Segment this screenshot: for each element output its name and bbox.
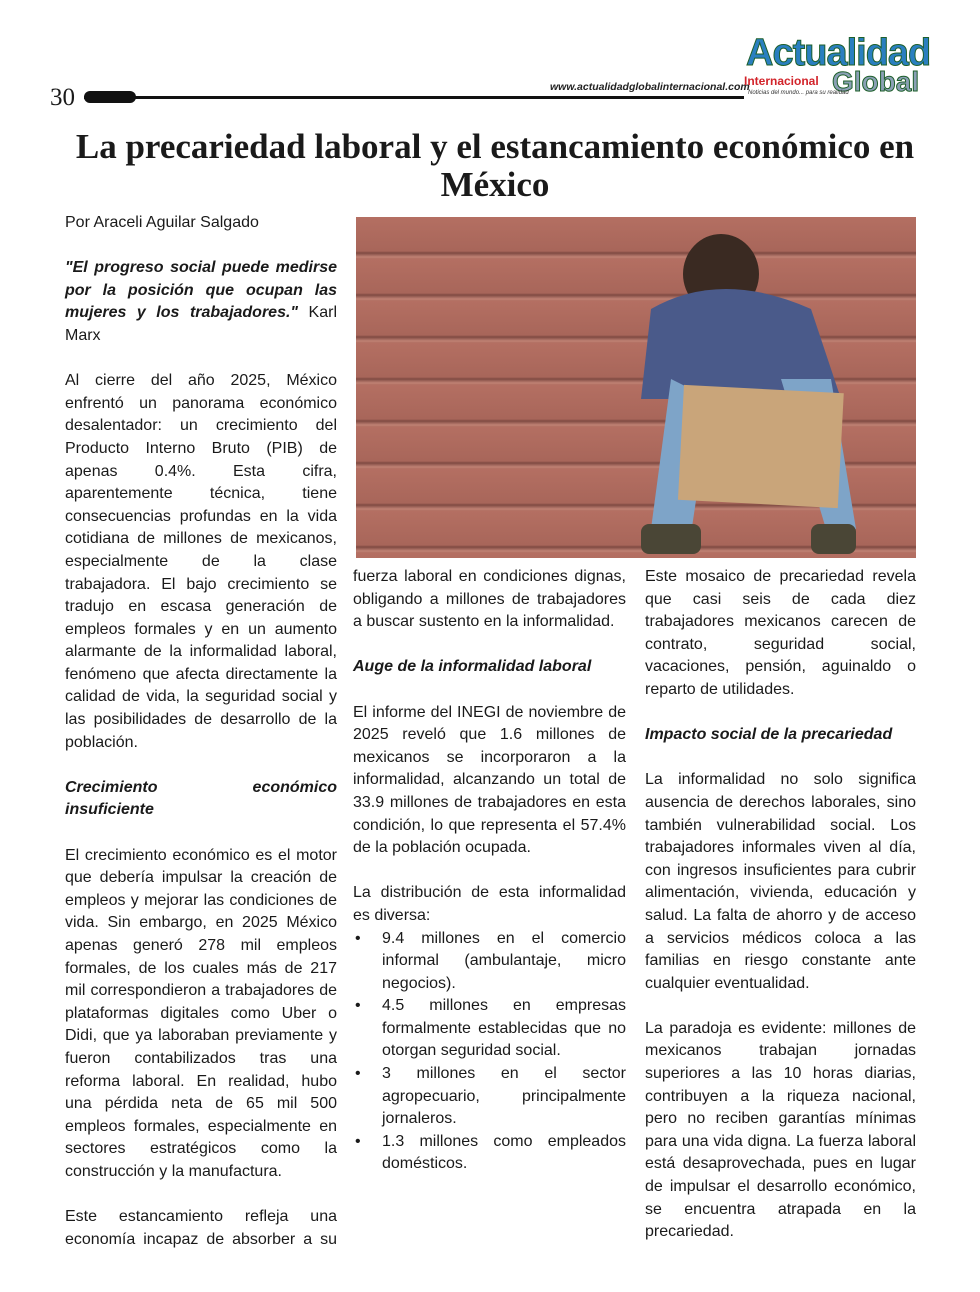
paragraph-continued: fuerza laboral en condiciones dignas, obligando a millones de trabajadores a buscar sustento en la informalidad.: [353, 568, 626, 631]
paragraph: La distribución de esta informalidad es diversa:: [353, 884, 626, 924]
quote-author: Karl Marx: [65, 304, 337, 344]
list-item: • 4.5 millones en empresas formalmente establecidas que no otorgan seguridad social.: [353, 995, 626, 1063]
paragraph: Este mosaico de precariedad revela que casi seis de cada diez trabajadores mexicanos carecen de contrato, seguridad social, vacaciones, pensión, aguinaldo o reparto de utilidades.: [645, 568, 916, 698]
epigraph: [65, 257, 337, 347]
section-heading: Impacto social de la precariedad: [645, 726, 893, 744]
page-number: 30: [50, 84, 75, 111]
paragraph: El informe del INEGI de noviembre de 2025 reveló que 1.6 millones de mexicanos se incorporaron a la informalidad, alcanzando un total de 33.9 millones de trabajadores en esta condición, lo que representa el 57.4% de la población ocupada.: [353, 703, 626, 857]
column-3: [645, 566, 916, 1266]
logo-line3: Global: [832, 66, 920, 97]
byline: Por Araceli Aguilar Salgado: [65, 214, 259, 231]
paragraph: El crecimiento económico es el motor que debería impulsar la creación de empleos y mejorar las condiciones de vida. Sin embargo, en 2025 México apenas generó 278 mil empleos formales, de los cuales más de 217 mil correspondieron a trabajadores de plataformas digitales como Uber o Didi, que ya laboraban previamente y fueron contabilizados tras una reforma laboral. En realidad, hubo una pérdida neta de 65 mil 500 empleos formales, especialmente en sectores estratégicos como la construcción y la manufactura.: [65, 846, 337, 1180]
section-heading: Auge de la informalidad laboral: [353, 658, 592, 676]
list-item: • 1.3 millones como empleados domésticos.: [353, 1131, 626, 1176]
paragraph: Al cierre del año 2025, México enfrentó un panorama económico desalentador: un crecimiento del Producto Interno Bruto (PIB) de apenas 0.4%. Esta cifra, aparentemente técnica, tiene consecuencias profundas en la vida cotidiana de millones de mexicanos, especialmente de la clase trabajadora. El bajo crecimiento se tradujo en escasa generación de empleos formales y en un aumento alarmante de la informalidad laboral, fenómeno que afecta directamente la calidad de vida, la seguridad social y las posibilidades de desarrollo de la población.: [65, 372, 337, 751]
section-heading: Crecimiento económico insuficiente: [65, 778, 337, 819]
sad-man-with-sign-image: [611, 229, 871, 558]
list-item: • 9.4 millones en el comercio informal (ambulantaje, micro negocios).: [353, 928, 626, 996]
column-1: [65, 212, 337, 1251]
quote-text: "El progreso social puede medirse por la posición que ocupan las mujeres y los trabajadores.": [65, 259, 337, 322]
article-photo: [356, 217, 916, 558]
site-url: www.actualidadglobalinternacional.com: [550, 81, 750, 93]
paragraph-start: Este estancamiento refleja una economía incapaz de absorber a su: [65, 1208, 337, 1248]
header-rule: [84, 96, 744, 99]
logo: [744, 32, 931, 102]
logo-line2: Internacional: [744, 74, 819, 88]
logo-line1: Actualidad: [746, 32, 931, 74]
list-item: • 3 millones en el sector agropecuario, principalmente jornaleros.: [353, 1063, 626, 1131]
paragraph: La informalidad no solo significa ausencia de derechos laborales, sino también vulnerabilidad social. Los trabajadores informales viven al día, con ingresos insuficientes para cubrir alimentación, vivienda, educación y salud. La falta de ahorro y de acceso a servicios médicos coloca a las familias en riesgo constante ante cualquier eventualidad.: [645, 771, 916, 992]
informality-list: [353, 928, 626, 1177]
article-title: La precariedad laboral y el estancamiento económico en México: [75, 127, 915, 204]
paragraph: La paradoja es evidente: millones de mexicanos trabajan jornadas superiores a las 10 horas diarias, contribuyen a la riqueza nacional, pero no reciben garantías mínimas para una vida digna. La fuerza laboral está desaprovechada, pues en lugar de impulsar el desarrollo económico, se encuentra atrapada en la precariedad.: [645, 1019, 916, 1241]
column-2: [353, 566, 626, 1176]
logo-tagline: Noticias del mundo... para su realidad: [748, 90, 849, 96]
